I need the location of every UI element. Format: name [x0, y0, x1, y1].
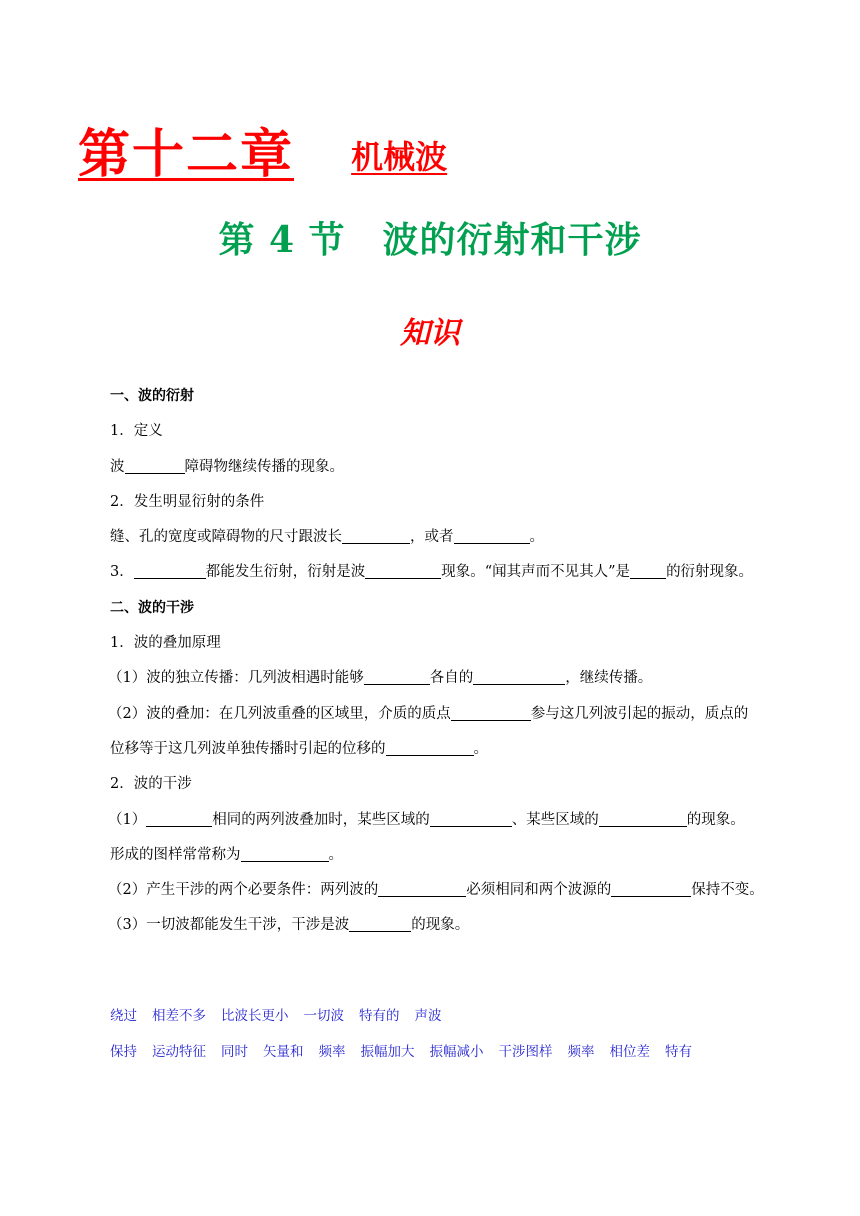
- answer: 干涉图样: [498, 1044, 553, 1060]
- answer: 比波长更小: [221, 1008, 289, 1024]
- blank[interactable]: [349, 915, 411, 932]
- line-definition-text: [110, 450, 790, 485]
- blank[interactable]: [454, 527, 530, 544]
- answer: 相差不多: [152, 1008, 206, 1024]
- line-independent: [108, 661, 790, 696]
- text: 的现象。: [686, 811, 745, 828]
- line-definition: 1．定义: [110, 423, 163, 440]
- text: 形成的图样常常称为: [110, 846, 241, 863]
- text: 保持不变。: [691, 882, 764, 899]
- answer: 保持: [110, 1044, 137, 1060]
- text: 。: [529, 529, 544, 546]
- blank[interactable]: [241, 845, 329, 862]
- line-interference-3: [108, 908, 790, 943]
- answer: 矢量和: [263, 1044, 304, 1060]
- heading-diffraction: 一、波的衍射: [110, 388, 194, 404]
- text: 。: [473, 740, 488, 757]
- answer-row-2: [110, 1034, 810, 1070]
- section-title: 第 4 节 波的衍射和干涉: [218, 219, 642, 261]
- blank[interactable]: [125, 457, 185, 474]
- text: 的衍射现象。: [666, 564, 754, 581]
- text: （1）波的独立传播：几列波相遇时能够: [108, 670, 364, 687]
- text: （2）波的叠加：在几列波重叠的区域里，介质的质点: [108, 705, 451, 722]
- content-body: [110, 379, 790, 944]
- text: 都能发生衍射，衍射是波: [205, 564, 366, 581]
- text: （1）: [108, 811, 147, 828]
- text: 波: [110, 458, 125, 475]
- blank[interactable]: [378, 880, 466, 897]
- line-item-3: [110, 555, 790, 590]
- blank[interactable]: [430, 810, 512, 827]
- text: 3．: [110, 564, 134, 581]
- blank[interactable]: [364, 668, 430, 685]
- text: （3）一切波都能发生干涉，干涉是波: [108, 917, 350, 934]
- answer: 声波: [414, 1008, 442, 1024]
- text: 。: [328, 846, 343, 863]
- answer-row-1: [110, 998, 810, 1034]
- chapter-name: 机械波: [351, 138, 448, 176]
- answer: 振幅加大: [360, 1044, 415, 1060]
- line-interference-2: [108, 873, 790, 908]
- knowledge-label: 知识: [400, 316, 460, 351]
- blank[interactable]: [134, 562, 206, 579]
- text: 现象。“闻其声而不见其人”是: [441, 564, 631, 581]
- line-interference-1: [108, 803, 790, 838]
- line-interference-1-cont: [110, 838, 790, 873]
- answer: 运动特征: [152, 1044, 206, 1060]
- text: 参与这几列波引起的振动，质点的: [530, 705, 749, 722]
- line-superposition-cont: [110, 732, 790, 767]
- text: （2）产生干涉的两个必要条件：两列波的: [108, 882, 379, 899]
- text: 的现象。: [411, 917, 470, 934]
- text: 、某些区域的: [511, 811, 599, 828]
- answer: 特有: [665, 1044, 692, 1060]
- answer: 绕过: [110, 1008, 137, 1024]
- blank[interactable]: [451, 704, 531, 721]
- text: 必须相同和两个波源的: [466, 882, 612, 899]
- answer: 同时: [221, 1044, 248, 1060]
- text: 相同的两列波叠加时，某些区域的: [212, 811, 430, 828]
- text: ，或者: [410, 529, 454, 546]
- line-superposition-text: [108, 697, 790, 732]
- answer: 特有的: [359, 1008, 400, 1024]
- answer: 相位差: [609, 1044, 650, 1060]
- text: 位移等于这几列波单独传播时引起的位移的: [110, 740, 386, 757]
- text: ，继续传播。: [565, 670, 653, 687]
- line-superposition: 1．波的叠加原理: [110, 635, 221, 652]
- blank[interactable]: [611, 880, 691, 897]
- blank[interactable]: [342, 527, 410, 544]
- line-interference: 2．波的干涉: [110, 776, 192, 793]
- text: 缝、孔的宽度或障碍物的尺寸跟波长: [110, 529, 342, 546]
- heading-interference: 二、波的干涉: [110, 599, 194, 616]
- blank[interactable]: [386, 739, 474, 756]
- chapter-number: 第十二章: [78, 124, 295, 185]
- answer: 振幅减小: [429, 1044, 484, 1060]
- blank[interactable]: [146, 810, 212, 827]
- blank[interactable]: [473, 668, 565, 685]
- blank[interactable]: [630, 562, 666, 579]
- answer: 一切波: [303, 1008, 344, 1024]
- text: 各自的: [429, 670, 474, 687]
- chapter-heading: [78, 112, 447, 187]
- line-condition-text: [110, 520, 790, 555]
- line-condition: 2．发生明显衍射的条件: [110, 493, 265, 510]
- answer: 频率: [318, 1044, 346, 1060]
- blank[interactable]: [599, 810, 687, 827]
- text: 障碍物继续传播的现象。: [184, 458, 344, 475]
- answer-key: [110, 998, 810, 1070]
- answer: 频率: [567, 1044, 595, 1060]
- blank[interactable]: [365, 562, 441, 579]
